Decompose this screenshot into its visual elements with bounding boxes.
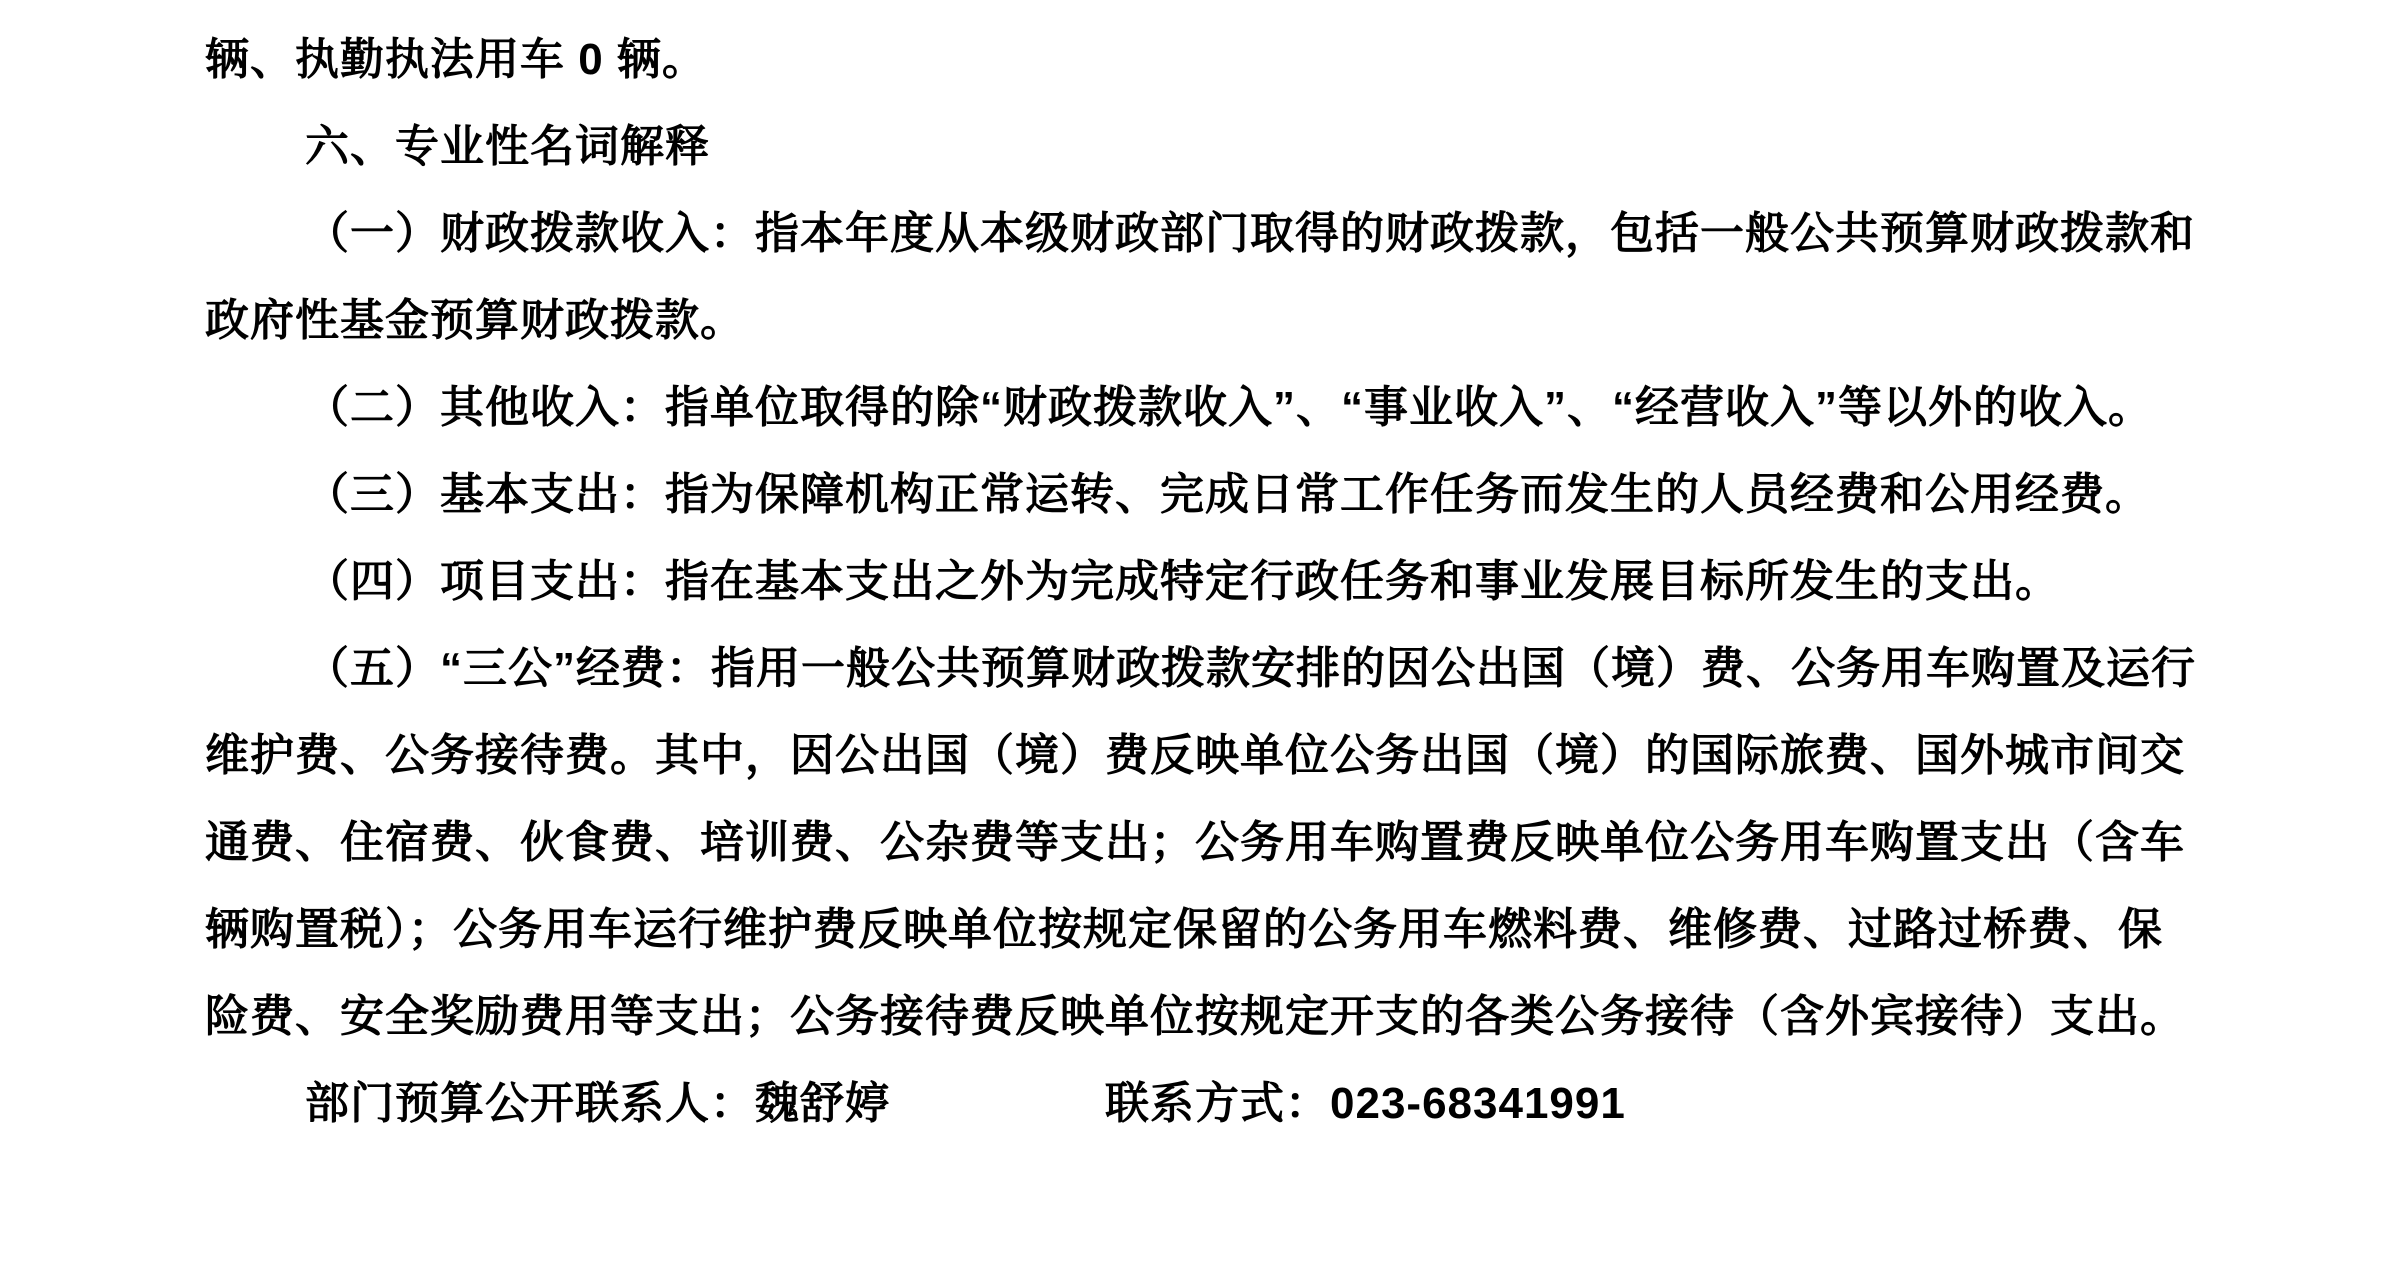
text-line-term3: （三）基本支出：指为保障机构正常运转、完成日常工作任务而发生的人员经费和公用经费。	[305, 470, 2150, 519]
text-line-term5-cont2: 通费、住宿费、伙食费、培训费、公杂费等支出；公务用车购置费反映单位公务用车购置支出（含车	[205, 818, 2185, 867]
text-line-vehicles: 辆、执勤执法用车 0 辆。	[205, 35, 707, 84]
text-line-term5-end: 险费、安全奖励费用等支出；公务接待费反映单位按规定开支的各类公务接待（含外宾接待）支出。	[205, 992, 2185, 1041]
contact-line	[205, 1060, 2200, 1147]
section-heading-terms: 六、专业性名词解释	[305, 122, 710, 171]
text-line-term1-end: 政府性基金预算财政拨款。	[205, 296, 745, 345]
text-line-term4: （四）项目支出：指在基本支出之外为完成特定行政任务和事业发展目标所发生的支出。	[305, 557, 2060, 606]
text-line-term5-start: （五）“三公”经费：指用一般公共预算财政拨款安排的因公出国（境）费、公务用车购置及运行	[305, 644, 2196, 693]
contact-phone-label: 联系方式：023-68341991	[1105, 1079, 1626, 1128]
contact-person-label: 部门预算公开联系人：魏舒婷	[305, 1079, 890, 1128]
text-line-term5-cont3: 辆购置税）；公务用车运行维护费反映单位按规定保留的公务用车燃料费、维修费、过路过桥费、保	[205, 905, 2163, 954]
text-line-term2: （二）其他收入：指单位取得的除“财政拨款收入”、“事业收入”、“经营收入”等以外的收入。	[305, 383, 2153, 432]
text-line-term5-cont1: 维护费、公务接待费。其中，因公出国（境）费反映单位公务出国（境）的国际旅费、国外城市间交	[205, 731, 2185, 780]
contact-line-gap	[890, 1117, 1105, 1118]
text-line-term1-start: （一）财政拨款收入：指本年度从本级财政部门取得的财政拨款，包括一般公共预算财政拨款和	[305, 209, 2195, 258]
